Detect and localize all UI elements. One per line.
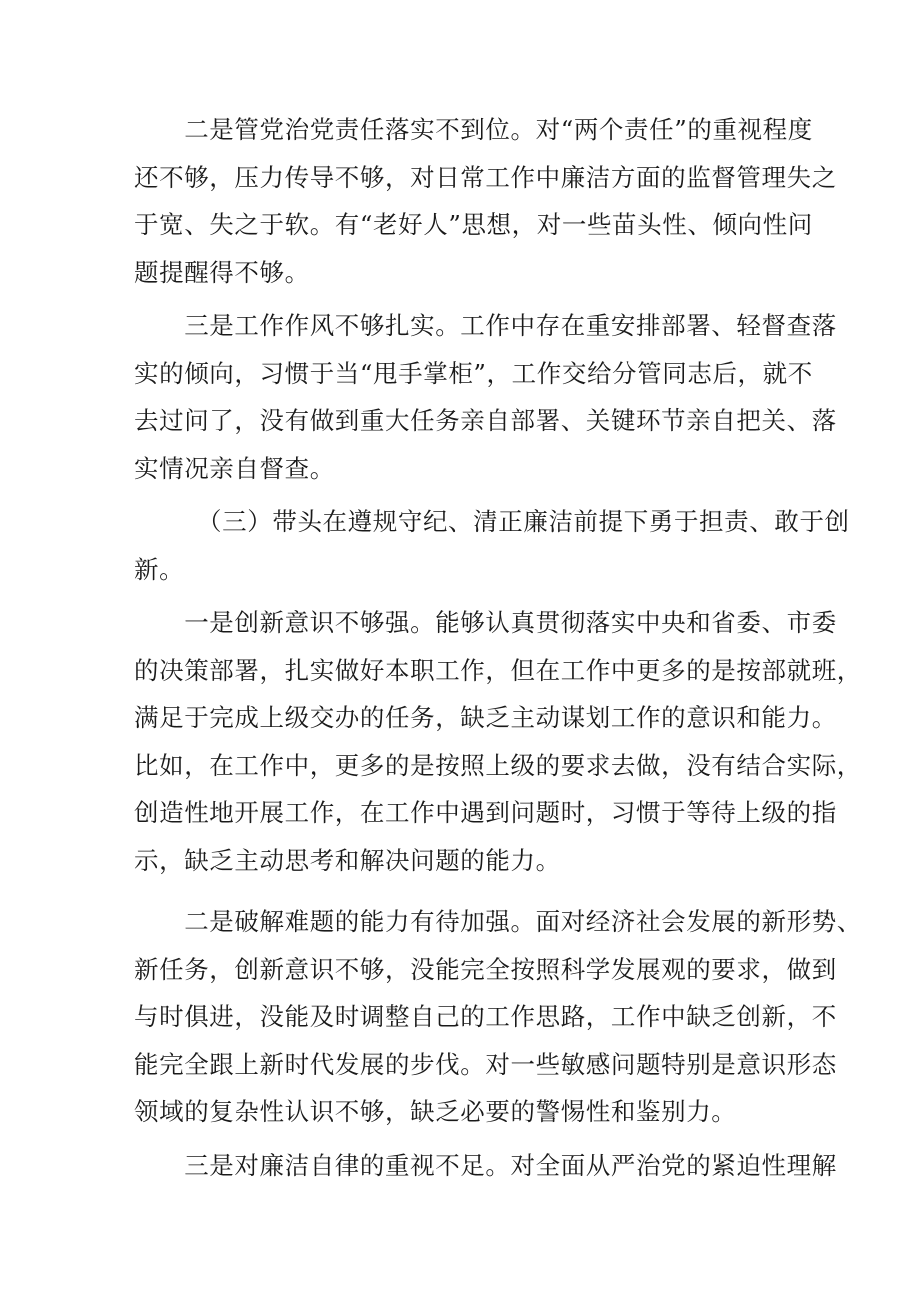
document-body bbox=[134, 106, 862, 1189]
text-line: 满足于完成上级交办的任务，缺乏主动谋划工作的意识和能力。 bbox=[134, 703, 837, 732]
paragraph bbox=[134, 898, 862, 1136]
text-line: （三）带头在遵规守纪、清正廉洁前提下勇于担责、敢于创 bbox=[134, 507, 850, 536]
text-line: 能完全跟上新时代发展的步伐。对一些敏感问题特别是意识形态 bbox=[134, 1049, 837, 1079]
text-line: 实的倾向，习惯于当“甩手掌柜”，工作交给分管同志后，就不 bbox=[134, 358, 813, 388]
text-line: 创造性地开展工作，在工作中遇到问题时，习惯于等待上级的指 bbox=[134, 798, 837, 827]
text-line: 领域的复杂性认识不够，缺乏必要的警惕性和鉴别力。 bbox=[134, 1097, 737, 1126]
text-line: 三是工作作风不够扎实。工作中存在重安排部署、轻督查落 bbox=[134, 311, 837, 340]
text-line: 新任务，创新意识不够，没能完全按照科学发展观的要求，做到 bbox=[134, 954, 837, 984]
text-line: 的决策部署，扎实做好本职工作，但在工作中更多的是按部就班， bbox=[134, 655, 862, 685]
text-line: 还不够，压力传导不够，对日常工作中廉洁方面的监督管理失之 bbox=[134, 162, 837, 192]
paragraph bbox=[134, 302, 837, 492]
paragraph bbox=[134, 1142, 837, 1190]
section-heading bbox=[134, 498, 850, 593]
text-line: 二是管党治党责任落实不到位。对“两个责任”的重视程度 bbox=[134, 115, 813, 144]
text-line: 新。 bbox=[134, 554, 185, 584]
text-line: 去过问了，没有做到重大任务亲自部署、关键环节亲自把关、落 bbox=[134, 406, 837, 435]
text-line: 与时俱进，没能及时调整自己的工作思路，工作中缺乏创新，不 bbox=[134, 1002, 837, 1031]
text-line: 三是对廉洁自律的重视不足。对全面从严治党的紧迫性理解 bbox=[134, 1150, 837, 1180]
paragraph bbox=[134, 599, 862, 884]
text-line: 一是创新意识不够强。能够认真贯彻落实中央和省委、市委 bbox=[134, 608, 837, 637]
paragraph bbox=[134, 106, 837, 296]
text-line: 题提醒得不够。 bbox=[134, 257, 310, 287]
text-line: 比如，在工作中，更多的是按照上级的要求去做，没有结合实际， bbox=[134, 750, 862, 780]
text-line: 示，缺乏主动思考和解决问题的能力。 bbox=[134, 845, 561, 875]
text-line: 二是破解难题的能力有待加强。面对经济社会发展的新形势、 bbox=[134, 907, 862, 936]
text-line: 实情况亲自督查。 bbox=[134, 453, 335, 483]
text-line: 于宽、失之于软。有“老好人”思想，对一些苗头性、倾向性问 bbox=[134, 210, 813, 239]
